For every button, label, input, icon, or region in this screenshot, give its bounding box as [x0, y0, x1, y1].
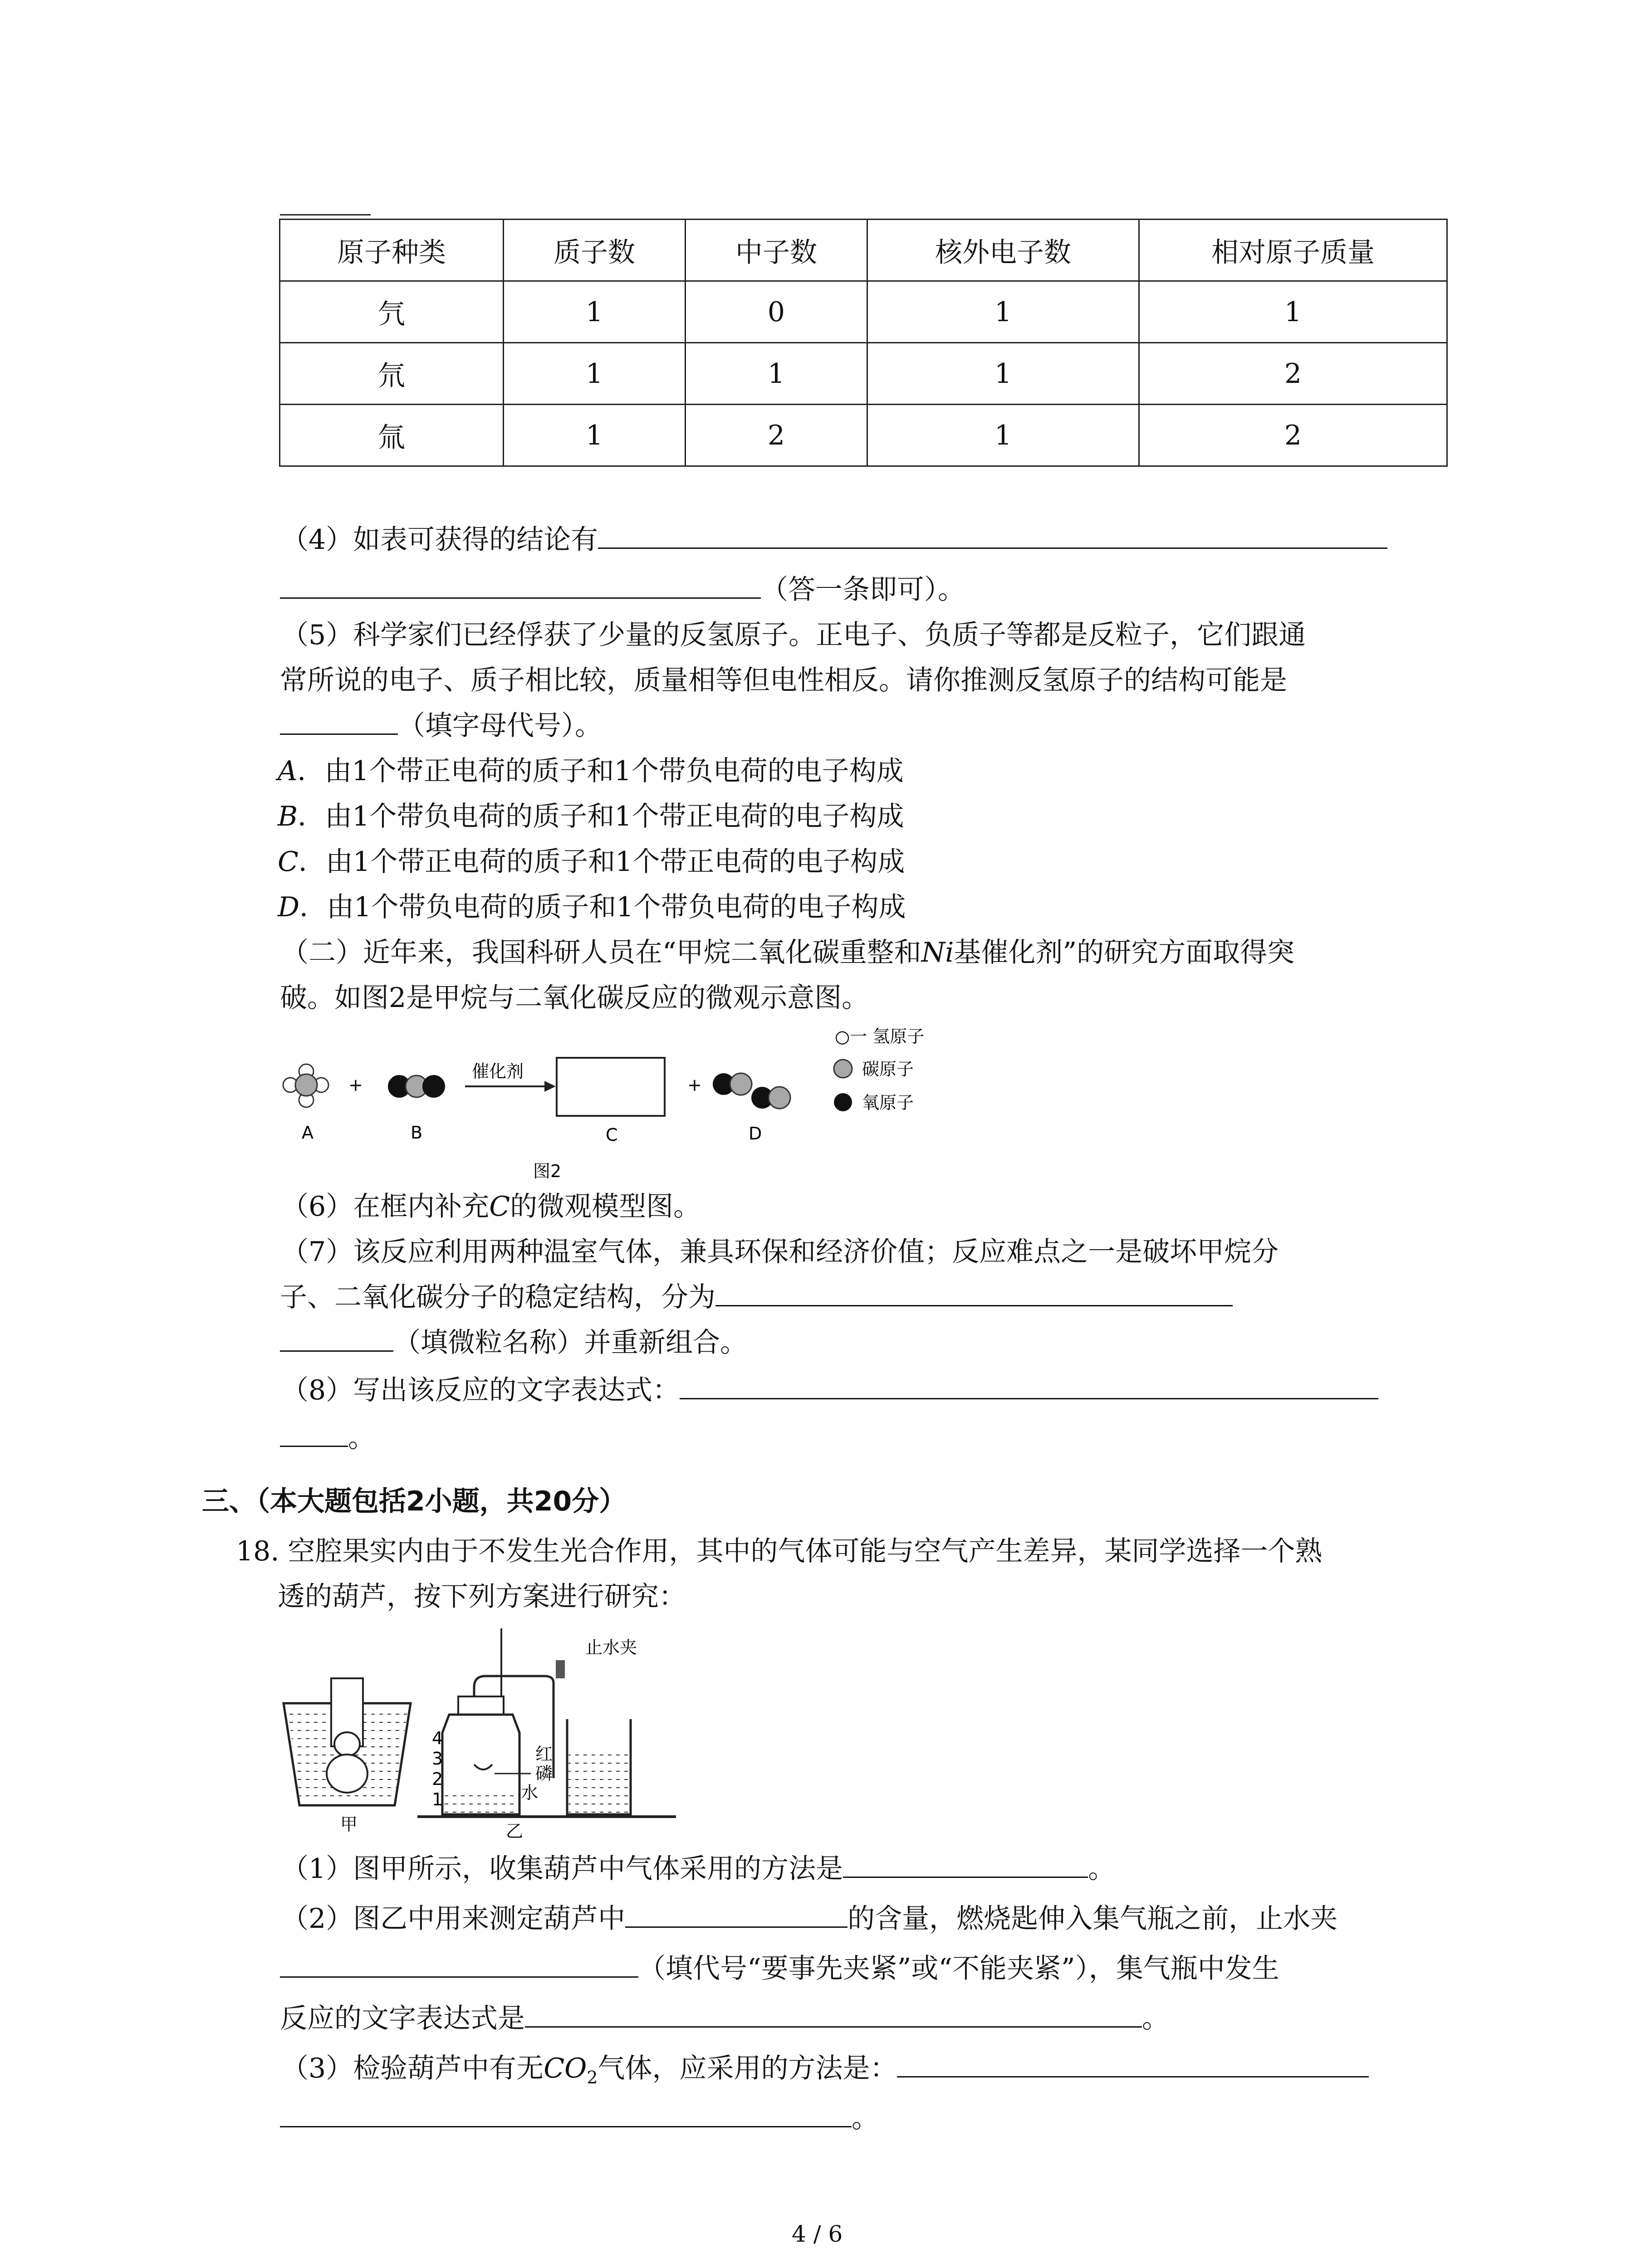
q18-3-text-a: （3）检验葫芦中有无	[281, 2053, 544, 2084]
legend	[834, 1026, 924, 1113]
q4-answer-blank[interactable]	[598, 522, 1387, 549]
q18-2-text-c: 反应的文字表达式是	[280, 2003, 525, 2034]
label-jia: 甲	[340, 1814, 358, 1834]
figure-2-diagram	[272, 1021, 980, 1188]
option-letter: A	[278, 755, 298, 787]
q7-line-3	[280, 1325, 747, 1361]
q5-line-1: （5）科学家们已经俘获了少量的反氢原子。正电子、负质子等都是反粒子，它们跟通	[281, 619, 1306, 651]
table-cell: 氕	[280, 281, 504, 343]
q18-line-2: 透的葫芦，按下列方案进行研究：	[278, 1581, 686, 1613]
q18-2-answer-blank-2[interactable]	[280, 1951, 638, 1978]
figure-18-apparatus	[272, 1628, 726, 1842]
table-header-row	[280, 220, 1447, 281]
part2-text-b: 基催化剂”的研究方面取得突	[954, 937, 1295, 968]
table-cell: 1	[686, 343, 867, 405]
part2-line-2: 破。如图2是甲烷与二氧化碳反应的微观示意图。	[280, 982, 869, 1014]
q8-tail: 。	[348, 1422, 375, 1454]
table-header: 原子种类	[280, 220, 504, 281]
q7-answer-blank-2[interactable]	[280, 1325, 393, 1352]
apparatus-jia	[284, 1678, 411, 1834]
q5-answer-blank[interactable]	[280, 708, 398, 735]
q5-option-b	[278, 798, 904, 835]
legend-oxygen: 氧原子	[862, 1093, 914, 1113]
table-row	[280, 343, 1447, 405]
q6-text-b: 的微观模型图。	[510, 1191, 701, 1222]
arrow-head-icon	[544, 1081, 556, 1092]
leading-rule	[280, 214, 371, 215]
q7-line-2	[280, 1279, 1233, 1315]
q18-2-line-2	[280, 1950, 1279, 1987]
table-cell: 1	[867, 405, 1139, 466]
table-cell: 氘	[280, 343, 504, 405]
q18-2-line-3	[280, 2000, 1169, 2037]
scale-3: 3	[432, 1749, 443, 1769]
page-number: 4 / 6	[792, 2221, 843, 2247]
co2-formula: CO	[544, 2053, 587, 2084]
label-c: C	[606, 1125, 618, 1145]
q6-line	[281, 1188, 700, 1225]
red-phosphorus-label-1: 红	[535, 1744, 553, 1764]
q4-answer-blank-2[interactable]	[280, 572, 761, 599]
plus-sign-2: +	[687, 1075, 702, 1095]
option-letter: C	[278, 846, 299, 878]
scale-4: 4	[432, 1728, 443, 1748]
plus-sign: +	[348, 1075, 363, 1095]
q18-line-1: 18. 空腔果实内由于不发生光合作用，其中的气体可能与空气产生差异，某同学选择一个熟	[236, 1535, 1323, 1567]
q6-c: C	[489, 1191, 510, 1222]
q18-2-instruction: （填代号“要事先夹紧”或“不能夹紧”），集气瓶中发生	[638, 1953, 1279, 1984]
part2-text-a: （二）近年来，我国科研人员在“甲烷二氧化碳重整和	[281, 937, 921, 968]
option-text: ．由1个带正电荷的质子和1个带正电荷的电子构成	[298, 846, 905, 878]
label-yi: 乙	[506, 1821, 524, 1841]
ni-symbol: Ni	[921, 937, 954, 968]
q18-3-text-b: 气体，应采用的方法是：	[598, 2053, 897, 2084]
table-header: 相对原子质量	[1139, 220, 1447, 281]
q18-3-answer-blank[interactable]	[897, 2051, 1369, 2077]
q7-instruction: （填微粒名称）并重新组合。	[393, 1327, 747, 1359]
black-circle-icon	[834, 1093, 852, 1111]
option-letter: B	[278, 801, 298, 832]
option-text: ．由1个带正电荷的质子和1个带负电荷的电子构成	[297, 755, 904, 787]
table-header: 核外电子数	[867, 220, 1139, 281]
table-header: 质子数	[504, 220, 686, 281]
q4-line-2	[280, 572, 965, 608]
table-cell: 1	[504, 343, 686, 405]
q8-line-2	[280, 1420, 375, 1456]
scale-2: 2	[432, 1769, 443, 1789]
q7-text: 子、二氧化碳分子的稳定结构，分为	[280, 1281, 715, 1313]
molecule-a-methane	[283, 1064, 328, 1107]
q5-instruction: （填字母代号）。	[398, 710, 602, 742]
q8-answer-blank[interactable]	[680, 1373, 1378, 1399]
catalyst-label: 催化剂	[472, 1061, 524, 1081]
q8-answer-blank-2[interactable]	[280, 1420, 348, 1447]
table-cell: 0	[686, 281, 867, 343]
label-d: D	[749, 1124, 762, 1144]
legend-hydrogen: ○一 氢原子	[835, 1026, 925, 1046]
q6-text-a: （6）在框内补充	[281, 1191, 490, 1222]
atom-table	[279, 219, 1448, 467]
q5-option-a	[278, 753, 904, 789]
q5-option-c	[278, 844, 905, 880]
q4-text: （4）如表可获得的结论有	[281, 524, 598, 556]
option-text: ．由1个带负电荷的质子和1个带正电荷的电子构成	[298, 801, 904, 832]
table-cell: 2	[1139, 405, 1447, 466]
q5-option-d	[278, 889, 906, 925]
q18-2-answer-blank-3[interactable]	[525, 2001, 1142, 2028]
q7-line-1: （7）该反应利用两种温室气体，兼具环保和经济价值；反应难点之一是破坏甲烷分	[281, 1236, 1279, 1268]
legend-carbon: 碳原子	[862, 1059, 914, 1079]
table-cell: 氚	[280, 405, 504, 466]
table-cell: 1	[867, 343, 1139, 405]
q18-2-text-b: 的含量，燃烧匙伸入集气瓶之前，止水夹	[847, 1903, 1338, 1935]
option-letter: D	[278, 891, 300, 923]
table-cell: 1	[867, 281, 1139, 343]
table-header: 中子数	[686, 220, 867, 281]
product-c-box[interactable]	[557, 1058, 665, 1116]
q18-1-answer-blank[interactable]	[843, 1851, 1088, 1878]
scale-1: 1	[432, 1789, 443, 1809]
q18-3-answer-blank-2[interactable]	[280, 2101, 852, 2127]
table-cell: 1	[504, 405, 686, 466]
q8-line	[281, 1372, 1378, 1408]
q18-3-tail: 。	[852, 2102, 879, 2134]
label-a: A	[302, 1123, 314, 1143]
co2-subscript: 2	[587, 2068, 598, 2087]
label-b: B	[411, 1123, 423, 1143]
table-cell: 2	[1139, 343, 1447, 405]
q18-3-line-2	[280, 2100, 879, 2136]
q5-line-3	[280, 708, 602, 744]
option-text: ．由1个带负电荷的质子和1个带负电荷的电子构成	[299, 891, 906, 923]
table-row	[280, 281, 1447, 343]
gray-circle-icon	[834, 1060, 852, 1078]
q18-2-tail: 。	[1142, 2003, 1169, 2034]
q18-1-line	[281, 1851, 1115, 1887]
table-cell: 1	[1139, 281, 1447, 343]
section-3-title: 三、（本大题包括2小题，共20分）	[202, 1486, 627, 1517]
figure-caption: 图2	[533, 1161, 562, 1181]
molecule-d-co	[713, 1073, 790, 1109]
q5-line-2: 常所说的电子、质子相比较，质量相等但电性相反。请你推测反氢原子的结构可能是	[280, 665, 1287, 696]
table-cell: 1	[504, 281, 686, 343]
q7-answer-blank[interactable]	[715, 1280, 1233, 1306]
water-label: 水	[521, 1783, 539, 1803]
clamp-label: 止水夹	[585, 1637, 637, 1657]
q18-1-tail: 。	[1088, 1853, 1116, 1885]
table-row	[280, 405, 1447, 466]
q18-2-line-1	[281, 1901, 1337, 1937]
red-phosphorus-label-2: 磷	[535, 1764, 553, 1784]
q18-3-line	[281, 2050, 1369, 2096]
q8-text: （8）写出该反应的文字表达式：	[281, 1374, 680, 1406]
q18-2-answer-blank[interactable]	[625, 1901, 847, 1928]
q18-2-text-a: （2）图乙中用来测定葫芦中	[281, 1903, 626, 1935]
q4-line	[281, 522, 1387, 558]
molecule-b-co2	[388, 1075, 445, 1097]
q4-tail: （答一条即可）。	[761, 574, 965, 606]
table-cell: 2	[686, 405, 867, 466]
q18-1-text: （1）图甲所示，收集葫芦中气体采用的方法是	[281, 1853, 843, 1885]
part2-line-1	[281, 934, 1294, 971]
